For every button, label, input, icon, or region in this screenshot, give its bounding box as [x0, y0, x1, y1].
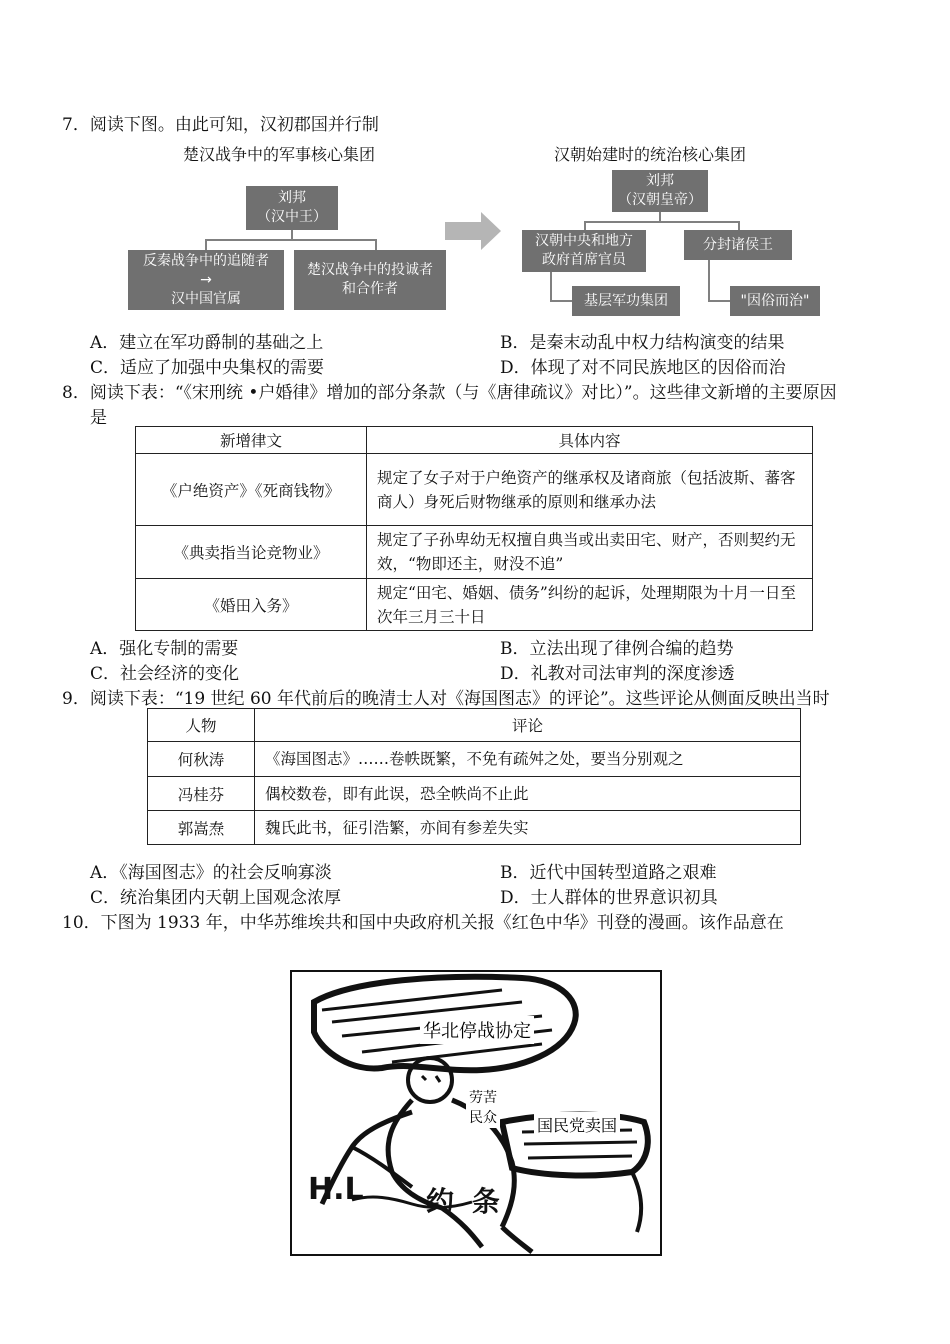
q10-label-toiling-line1: 劳苦	[469, 1090, 497, 1106]
q7-left-bottom-right-box	[294, 250, 446, 310]
q9-header-comment: 评论	[255, 709, 801, 742]
q9-option-a: A．《海国图志》的社会反响寡淡	[90, 863, 332, 883]
q8-law-cell: 《户绝资产》《死商钱物》	[136, 454, 367, 526]
q7-left-drop-2	[375, 239, 377, 250]
q7-right-title: 汉朝始建时的统治核心集团	[554, 145, 747, 164]
q9-table-header	[148, 709, 801, 742]
q8-stem-line1: 8．阅读下表：“《宋刑统 •户婚律》增加的部分条款（与《唐律疏议》对比）”。这些律文新增的主要原因	[62, 383, 837, 403]
q7-right-mid-right-box	[684, 230, 792, 260]
q9-header-person: 人物	[148, 709, 255, 742]
q7-left-drop-1	[205, 239, 207, 250]
q8-table	[135, 426, 813, 631]
q7-left-top-box	[246, 186, 338, 230]
q8-law-cell: 《婚田入务》	[136, 579, 367, 631]
q7-left-top-line2: （汉中王）	[257, 209, 327, 225]
table-row	[136, 579, 813, 631]
table-row	[148, 777, 801, 811]
q8-option-a: A．强化专制的需要	[90, 639, 239, 659]
q8-stem-line2: 是	[90, 408, 107, 428]
q9-option-d: D．士人群体的世界意识初具	[500, 888, 718, 908]
q7-left-hbar	[205, 239, 377, 241]
q7-stem: 7．阅读下图。由此可知，汉初郡国并行制	[62, 115, 379, 135]
q7-left-bl-line3: 汉中国官属	[171, 290, 241, 307]
q10-label-north-china-truce: 华北停战协定	[420, 1016, 534, 1044]
q8-table-header	[136, 427, 813, 454]
q7-right-ml-line1: 汉朝中央和地方	[535, 233, 633, 249]
q10-scribble-hl: H.L	[308, 1172, 364, 1207]
q7-right-elbow-right-h	[708, 300, 730, 302]
q8-header-content: 具体内容	[367, 427, 813, 454]
q7-left-bottom-left-box	[128, 250, 284, 310]
table-row	[136, 454, 813, 526]
q10-label-toiling-line2: 民众	[469, 1110, 497, 1126]
q7-right-mr-label: 分封诸侯王	[703, 236, 773, 253]
q7-right-bottom-right-box	[730, 286, 820, 316]
q10-scribble-treaty: 约 条	[426, 1185, 504, 1218]
q9-stem: 9．阅读下表：“19 世纪 60 年代前后的晚清士人对《海国图志》的评论”。这些评论从侧面反映出当时	[62, 689, 830, 709]
q7-option-a: A．建立在军功爵制的基础之上	[90, 333, 324, 353]
q7-right-br-label: "因俗而治"	[740, 292, 810, 309]
q7-option-c: C．适应了加强中央集权的需要	[90, 358, 325, 378]
q7-right-elbow-right-v	[708, 260, 710, 302]
q9-option-b: B．近代中国转型道路之艰难	[500, 863, 717, 883]
q10-label-kmt-betrayal: 国民党卖国	[534, 1112, 620, 1137]
q8-law-cell: 《典卖指当论竞物业》	[136, 526, 367, 579]
q9-person-cell: 冯桂芬	[148, 777, 255, 811]
q8-content-cell: 规定了子孙卑幼无权擅自典当或出卖田宅、财产，否则契约无效，“物即还主，财没不追”	[367, 526, 813, 579]
q7-left-top-line1: 刘邦	[278, 190, 306, 206]
q7-right-mid-left-box	[522, 230, 646, 272]
q7-left-bl-line1: 反秦战争中的追随者	[143, 252, 269, 269]
q8-option-b: B．立法出现了律例合编的趋势	[500, 639, 734, 659]
q8-option-c: C．社会经济的变化	[90, 664, 240, 684]
q8-content-cell: 规定“田宅、婚姻、债务”纠纷的起诉，处理期限为十月一日至次年三月三十日	[367, 579, 813, 631]
q7-right-ml-line2: 政府首席官员	[542, 252, 626, 268]
q7-transition-arrow	[445, 210, 503, 252]
q7-option-b: B．是秦末动乱中权力结构演变的结果	[500, 333, 785, 353]
q7-left-title: 楚汉战争中的军事核心集团	[183, 145, 376, 164]
table-row	[148, 742, 801, 777]
q7-right-elbow-left-v	[550, 272, 552, 302]
q9-option-c: C．统治集团内天朝上国观念浓厚	[90, 888, 342, 908]
q8-content-cell: 规定了女子对于户绝资产的继承权及诸商旅（包括波斯、蕃客商人）身死后财物继承的原则和继承办法	[367, 454, 813, 526]
q10-stem: 10．下图为 1933 年，中华苏维埃共和国中央政府机关报《红色中华》刊登的漫画。该作品意在	[62, 913, 784, 933]
q9-table	[147, 708, 801, 845]
q7-right-top-line1: 刘邦	[646, 173, 674, 189]
q7-left-bl-arrow: →	[200, 271, 212, 288]
q7-left-br-line1: 楚汉战争中的投诚者	[307, 262, 433, 278]
q7-right-elbow-left-h	[550, 300, 572, 302]
q8-option-d: D．礼教对司法审判的深度渗透	[500, 664, 735, 684]
q7-right-bl-label: 基层军功集团	[584, 292, 668, 309]
q9-comment-cell: 《海国图志》……卷帙既繁，不免有疏舛之处，要当分别观之	[255, 742, 801, 777]
q8-header-law: 新增律文	[136, 427, 367, 454]
table-row	[148, 811, 801, 845]
q7-right-top-line2: （汉朝皇帝）	[618, 192, 702, 208]
q7-right-top-box	[612, 170, 708, 212]
q9-comment-cell: 偶校数卷，即有此误，恐全帙尚不止此	[255, 777, 801, 811]
q9-person-cell: 何秋涛	[148, 742, 255, 777]
q7-option-d: D．体现了对不同民族地区的因俗而治	[500, 358, 786, 378]
q7-right-hbar	[584, 221, 740, 223]
q7-left-br-line2: 和合作者	[342, 281, 398, 297]
q10-cartoon	[290, 970, 662, 1256]
q10-label-toiling-masses	[466, 1088, 500, 1128]
q7-right-bottom-left-box	[572, 286, 680, 316]
table-row	[136, 526, 813, 579]
q9-comment-cell: 魏氏此书，征引浩繁，亦间有参差失实	[255, 811, 801, 845]
q9-person-cell: 郭嵩焘	[148, 811, 255, 845]
